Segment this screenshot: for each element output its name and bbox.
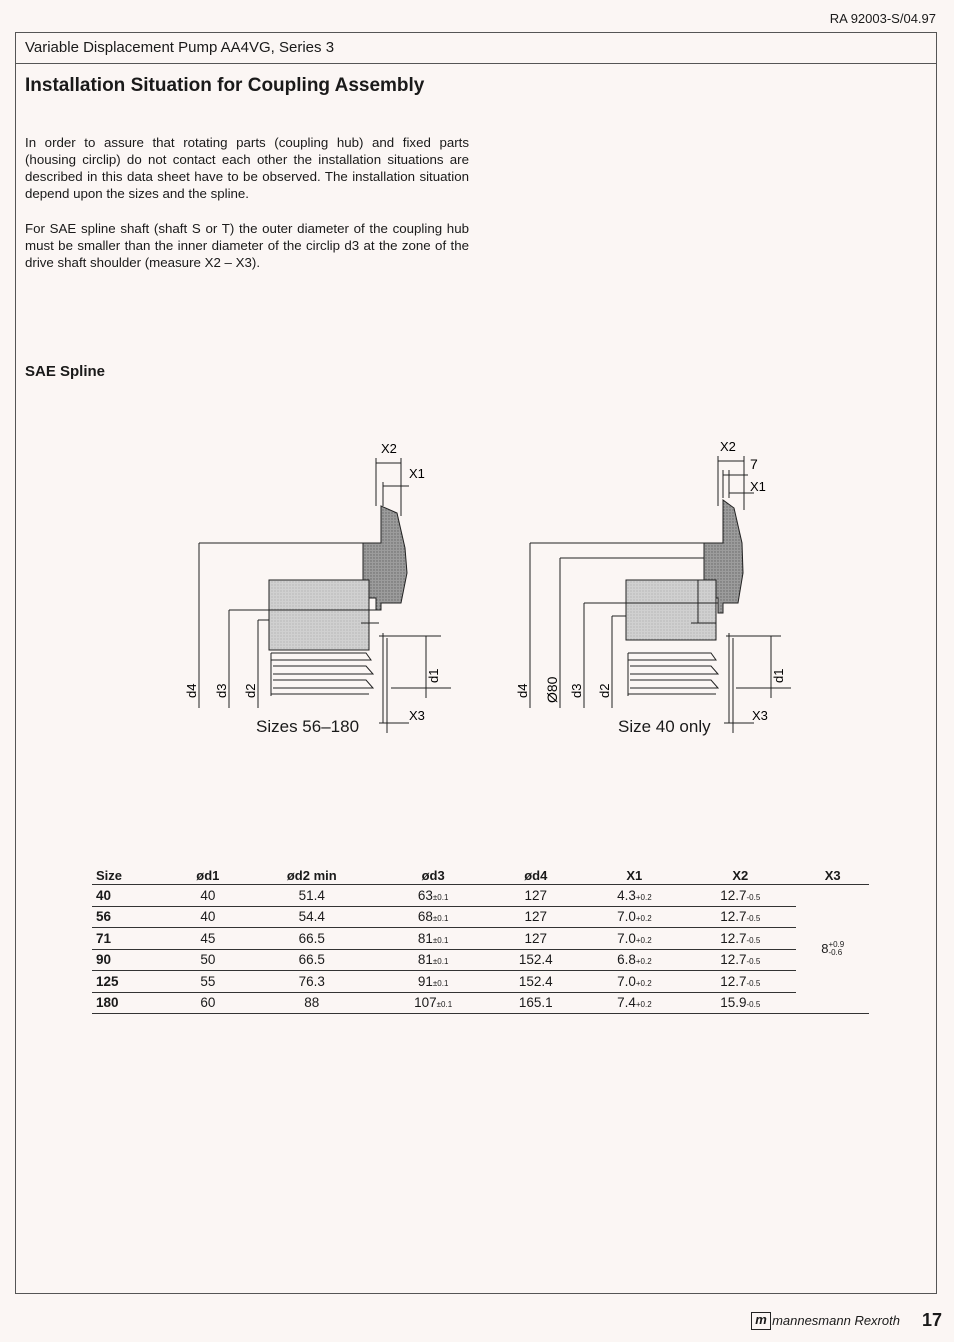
table-row — [92, 928, 869, 950]
diagram-size-40 — [486, 398, 816, 723]
label-d4-right: d4 — [515, 683, 530, 698]
cell-d3: 68±0.1 — [379, 906, 487, 928]
diagram-left-lines — [199, 458, 451, 733]
caption-right: Size 40 only — [618, 717, 711, 736]
cell-d1: 40 — [171, 906, 244, 928]
label-d80: Ø80 — [544, 676, 560, 703]
page-frame — [15, 32, 937, 1294]
footer — [751, 1310, 942, 1331]
cell-x2: 12.7-0.5 — [684, 949, 796, 971]
cell-d3: 81±0.1 — [379, 928, 487, 950]
diagram-sizes-56-180 — [151, 398, 471, 723]
label-x1-right: X1 — [750, 479, 766, 494]
cell-x1: 7.0+0.2 — [585, 971, 684, 993]
label-d2: d2 — [243, 683, 258, 698]
cell-d2: 76.3 — [244, 971, 379, 993]
cell-x1: 4.3+0.2 — [585, 885, 684, 907]
cell-x1: 6.8+0.2 — [585, 949, 684, 971]
cell-d4: 127 — [487, 885, 585, 907]
cell-x2: 12.7-0.5 — [684, 971, 796, 993]
col-d3: ød3 — [379, 867, 487, 885]
cell-d4: 152.4 — [487, 949, 585, 971]
cell-x2: 12.7-0.5 — [684, 928, 796, 950]
section-heading: SAE Spline — [25, 363, 106, 380]
cell-d2: 88 — [244, 992, 379, 1014]
label-x3-right: X3 — [752, 708, 768, 723]
label-x2-right: X2 — [720, 439, 736, 454]
label-x2: X2 — [381, 441, 397, 456]
rexroth-logo: m — [751, 1312, 771, 1330]
spline-paragraph: For SAE spline shaft (shaft S or T) the outer diameter of the coupling hub must be smaller than the inner diameter of the circlip d3 at the zone of the drive shaft shoulder (measure X2 – X3). — [25, 221, 469, 270]
cell-x2: 12.7-0.5 — [684, 906, 796, 928]
col-d4: ød4 — [487, 867, 585, 885]
cell-d3: 81±0.1 — [379, 949, 487, 971]
cell-d3: 107±0.1 — [379, 992, 487, 1014]
cell-size: 125 — [92, 971, 171, 993]
dimension-table — [92, 867, 869, 1014]
cell-x1: 7.4+0.2 — [585, 992, 684, 1014]
brand-name: mannesmann Rexroth — [772, 1313, 900, 1328]
cell-d1: 40 — [171, 885, 244, 907]
cell-x2: 15.9-0.5 — [684, 992, 796, 1014]
label-seven: 7 — [750, 456, 758, 472]
col-x3: X3 — [796, 867, 869, 885]
cell-d3: 63±0.1 — [379, 885, 487, 907]
cell-d2: 66.5 — [244, 949, 379, 971]
cell-d4: 127 — [487, 928, 585, 950]
label-d3-right: d3 — [569, 683, 584, 698]
header-bar — [16, 33, 936, 64]
cell-d1: 55 — [171, 971, 244, 993]
intro-paragraph: In order to assure that rotating parts (coupling hub) and fixed parts (housing circlip) do not contact each other the installation situations are described in this data sheet have to be observed. The installation situation depend upon the sizes and the spline. — [25, 135, 469, 201]
label-x3: X3 — [409, 708, 425, 723]
label-x1: X1 — [409, 466, 425, 481]
cell-x3: 8+0.9 -0.6 — [796, 885, 869, 1014]
label-d3: d3 — [214, 683, 229, 698]
cell-d2: 51.4 — [244, 885, 379, 907]
header-title: Variable Displacement Pump AA4VG, Series 3 — [25, 39, 335, 56]
cell-size: 90 — [92, 949, 171, 971]
label-d1: d1 — [426, 668, 441, 683]
cell-d3: 91±0.1 — [379, 971, 487, 993]
col-size: Size — [92, 867, 171, 885]
cell-d4: 165.1 — [487, 992, 585, 1014]
cell-d2: 66.5 — [244, 928, 379, 950]
page-number: 17 — [921, 1310, 942, 1330]
cell-d4: 127 — [487, 906, 585, 928]
cell-x1: 7.0+0.2 — [585, 906, 684, 928]
cell-d1: 45 — [171, 928, 244, 950]
table-row — [92, 992, 869, 1014]
cell-size: 56 — [92, 906, 171, 928]
caption-left: Sizes 56–180 — [256, 717, 360, 736]
document-reference: RA 92003-S/04.97 — [829, 11, 936, 26]
label-d1-right: d1 — [771, 668, 786, 683]
cell-size: 180 — [92, 992, 171, 1014]
cell-size: 71 — [92, 928, 171, 950]
table-row — [92, 949, 869, 971]
cell-size: 40 — [92, 885, 171, 907]
cell-x2: 12.7-0.5 — [684, 885, 796, 907]
label-d2-right: d2 — [597, 683, 612, 698]
col-d2: ød2 min — [244, 867, 379, 885]
table-row — [92, 971, 869, 993]
table-row — [92, 885, 869, 907]
col-x1: X1 — [585, 867, 684, 885]
cell-x1: 7.0+0.2 — [585, 928, 684, 950]
label-d4: d4 — [184, 683, 199, 698]
page-title: Installation Situation for Coupling Assembly — [25, 75, 425, 96]
cell-d1: 50 — [171, 949, 244, 971]
cell-d4: 152.4 — [487, 971, 585, 993]
table-row — [92, 906, 869, 928]
col-d1: ød1 — [171, 867, 244, 885]
col-x2: X2 — [684, 867, 796, 885]
cell-d1: 60 — [171, 992, 244, 1014]
cell-d2: 54.4 — [244, 906, 379, 928]
table-header — [92, 867, 869, 885]
